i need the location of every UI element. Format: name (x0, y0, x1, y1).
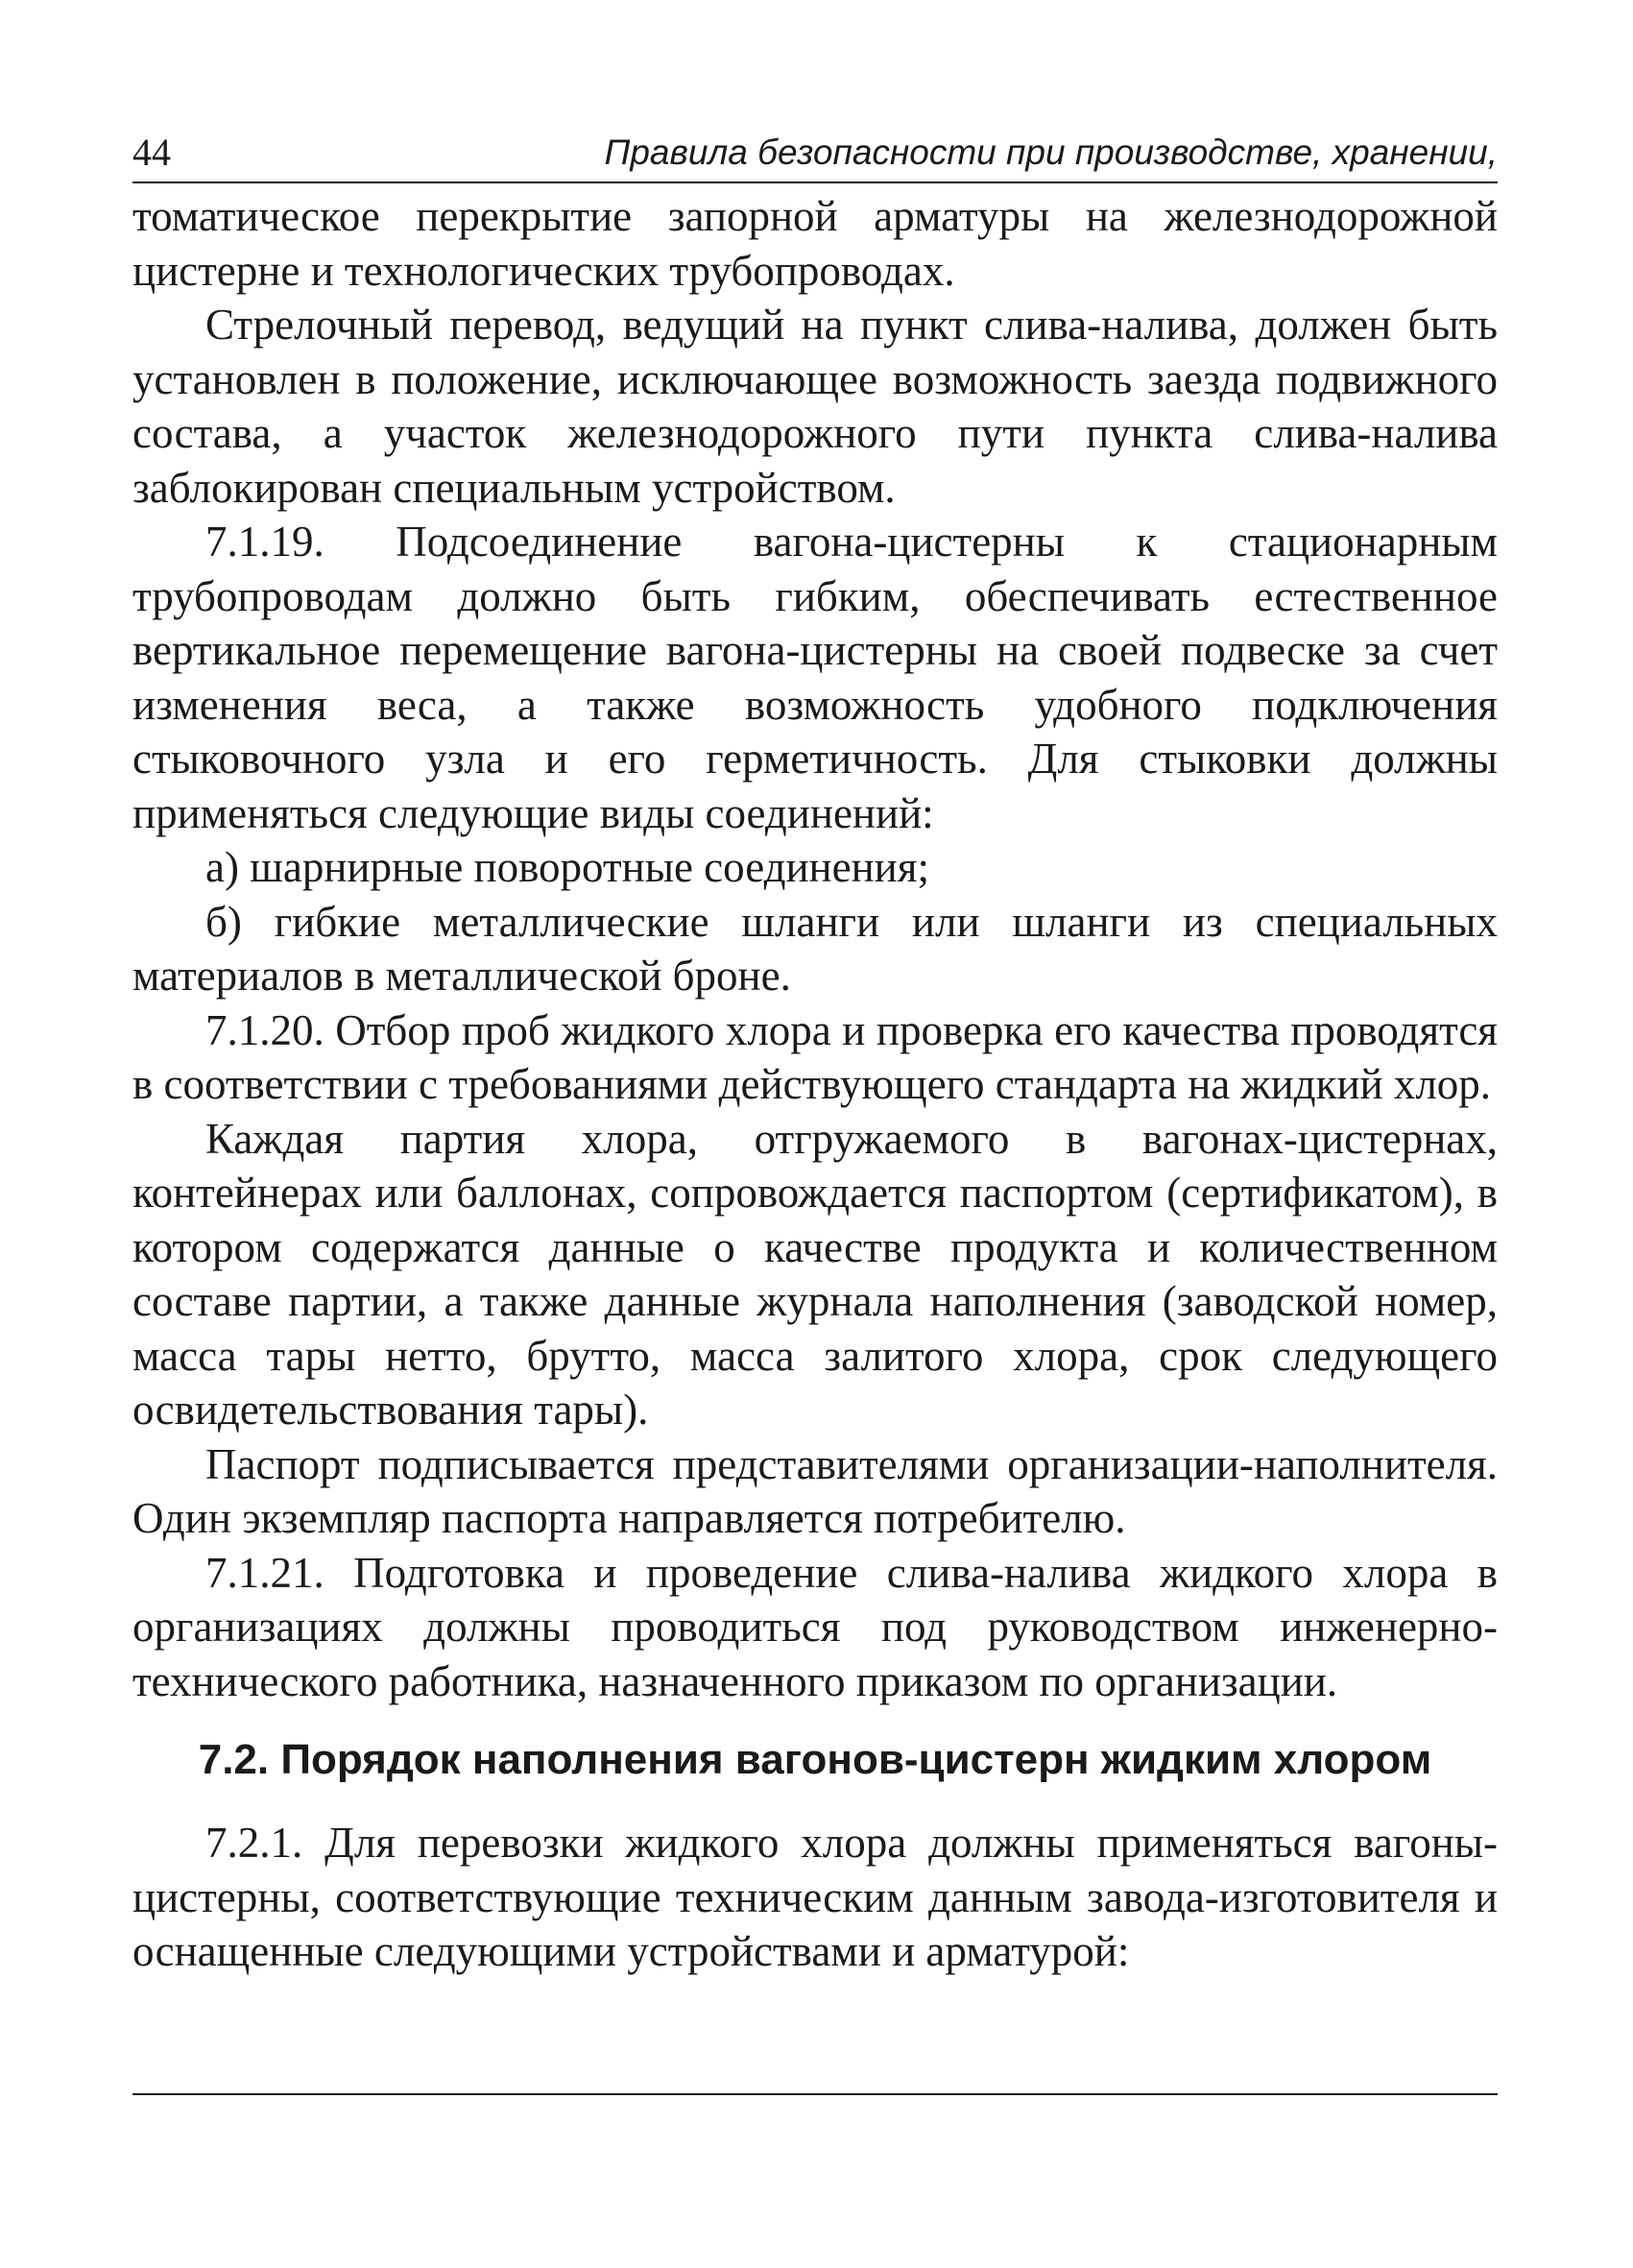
paragraph-7-1-21: 7.1.21. Подготовка и проведение слива-налива жидкого хлора в организациях должны проводиться под руководством инженерно-технического работника, назначенного приказом по организации. (132, 1548, 1498, 1705)
body-text (132, 189, 1498, 1979)
running-header (132, 130, 1498, 183)
paragraph-switch-requirements: Стрелочный перевод, ведущий на пункт слива-налива, должен быть установлен в положение, исключающее возможность заезда подвижного состава, а участок железнодорожного пути пункта слива-налива заблокирован специальным устройством. (132, 301, 1498, 512)
page-number: 44 (132, 131, 171, 174)
section-heading: 7.2. Порядок наполнения вагонов-цистерн жидким хлором (198, 1736, 1432, 1783)
paragraph-7-1-20: 7.1.20. Отбор проб жидкого хлора и проверка его качества проводятся в соответствии с требованиями действующего стандарта на жидкий хлор. (132, 1005, 1498, 1108)
paragraph-passport-signature: Паспорт подписывается представителями организации-наполнителя. Один экземпляр паспорта направляется потребителю. (132, 1439, 1498, 1542)
list-item-a: а) шарнирные поворотные соединения; (205, 843, 929, 891)
paragraph-7-1-19: 7.1.19. Подсоединение вагона-цистерны к стационарным трубопроводам должно быть гибким, обеспечивать естественное вертикальное перемещение вагона-цистерны на своей подвеске за счет изменения веса, а также возможность удобного подключения стыковочного узла и его герметичность. Для стыковки должны применяться следующие виды соединений: (132, 518, 1498, 837)
paragraph-continuation: томатическое перекрытие запорной арматуры на железнодорожной цистерне и технологических трубопроводах. (132, 192, 1498, 295)
document-page (132, 130, 1498, 1979)
list-item-b: б) гибкие металлические шланги или шланги из специальных материалов в металлической броне. (132, 897, 1498, 1000)
running-title: Правила безопасности при производстве, хранении, (604, 133, 1498, 172)
paragraph-batch-passport: Каждая партия хлора, отгружаемого в вагонах-цистернах, контейнерах или баллонах, сопровождается паспортом (сертификатом), в котором содержатся данные о качестве продукта и количественном составе партии, а также данные журнала наполнения (заводской номер, масса тары нетто, брутто, масса залитого хлора, срок следующего освидетельствования тары). (132, 1114, 1498, 1434)
bottom-rule (132, 2093, 1498, 2095)
paragraph-7-2-1: 7.2.1. Для перевозки жидкого хлора должны применяться вагоны-цистерны, соответствующие техническим данным завода-изготовителя и оснащенные следующими устройствами и арматурой: (132, 1819, 1498, 1975)
